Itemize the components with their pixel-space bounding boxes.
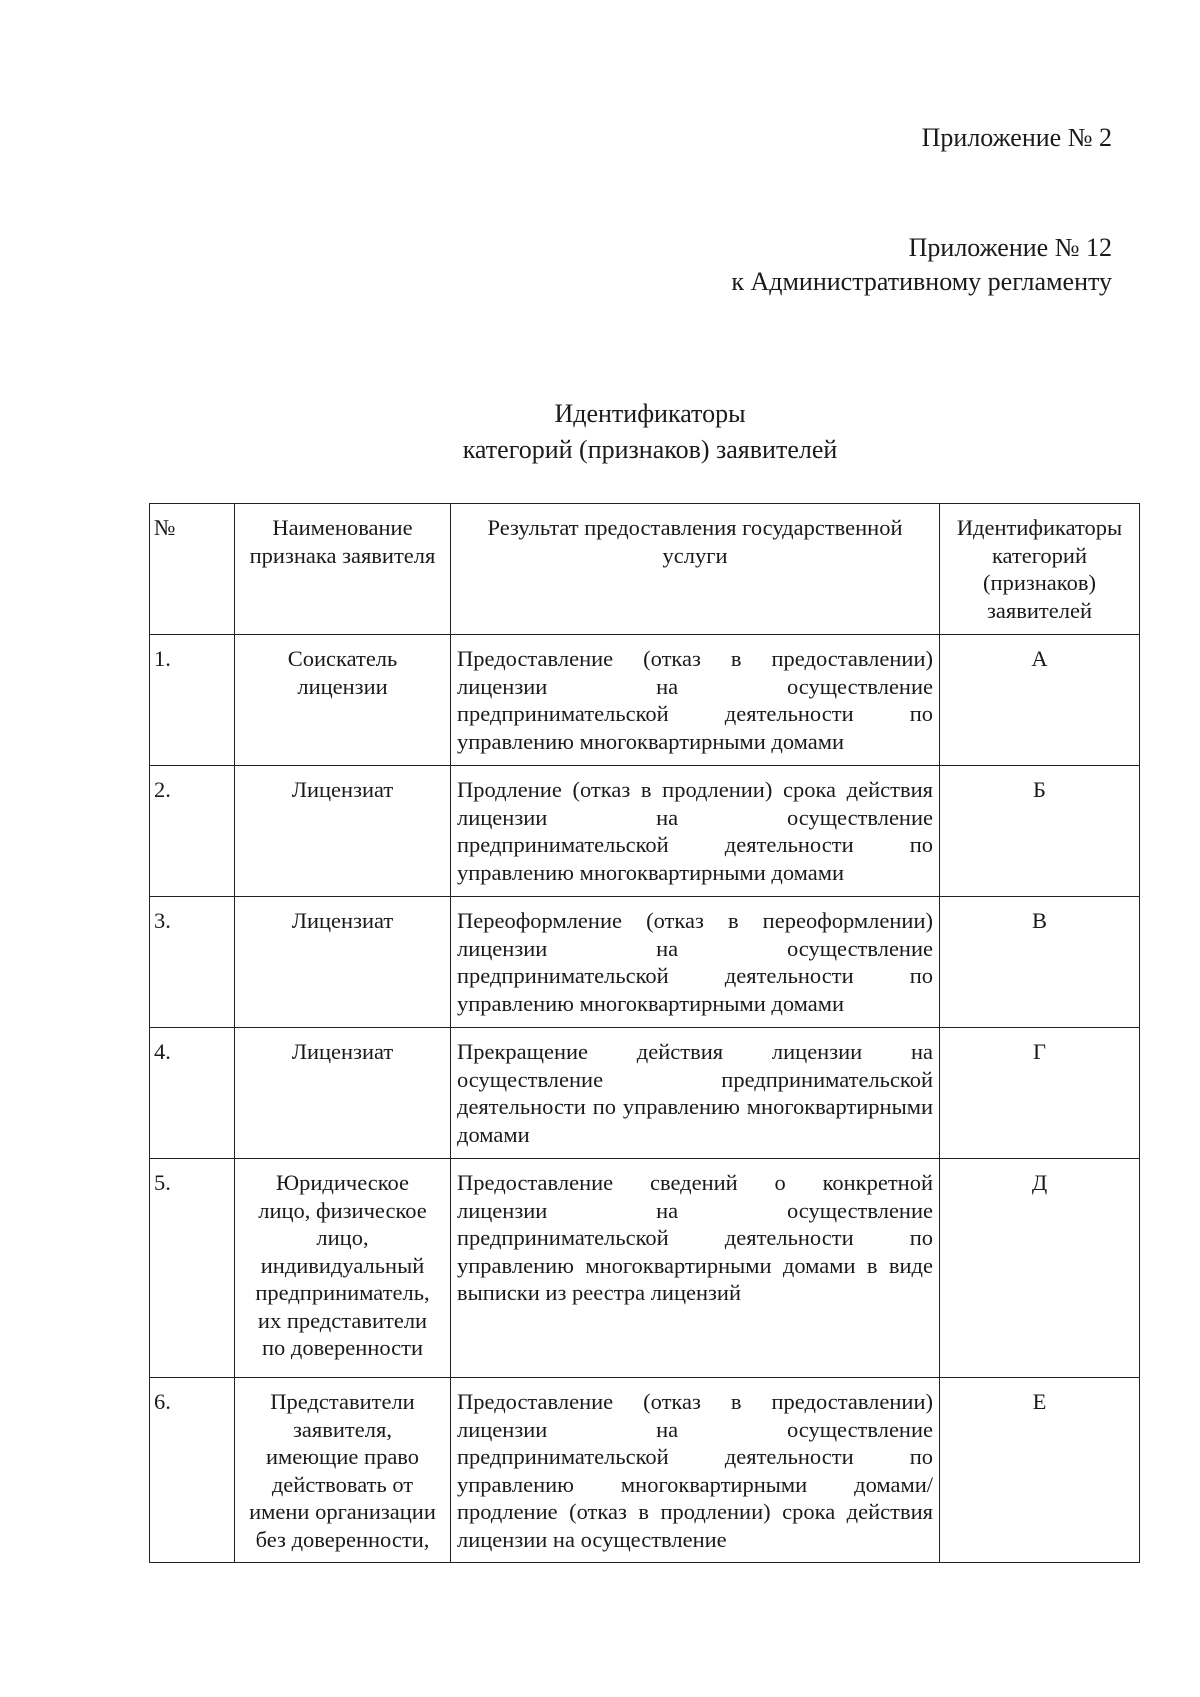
row-number: 5.	[150, 1159, 235, 1378]
document-title	[0, 396, 1200, 468]
row-service-result: Переоформление (отказ в переоформлении) лицензии на осуществление предпринимательской деятельности по управлению многоквартирными домами	[451, 897, 940, 1028]
annex-regulation-ref: к Административному регламенту	[731, 267, 1112, 296]
annex-number: Приложение № 12	[908, 233, 1112, 262]
row-number: 2.	[150, 766, 235, 897]
row-service-result: Предоставление сведений о конкретной лицензии на осуществление предпринимательской деятельности по управлению многоквартирными домами в виде выписки из реестра лицензий	[451, 1159, 940, 1378]
header-category-identifier: Идентификаторы категорий (признаков) заявителей	[940, 504, 1140, 635]
row-applicant-attribute: Юридическое лицо, физическое лицо, индивидуальный предприниматель, их представители по доверенности	[235, 1159, 451, 1378]
row-applicant-attribute: Соискатель лицензии	[235, 635, 451, 766]
title-line-2: категорий (признаков) заявителей	[462, 435, 838, 464]
table-row	[150, 766, 1140, 897]
header-applicant-attribute: Наименование признака заявителя	[235, 504, 451, 635]
header-number: №	[150, 504, 235, 635]
row-category-identifier: Е	[940, 1378, 1140, 1563]
row-category-identifier: В	[940, 897, 1140, 1028]
row-number: 3.	[150, 897, 235, 1028]
applicant-categories-table	[149, 503, 1140, 1563]
annex-reference-block	[731, 231, 1112, 299]
row-applicant-attribute: Представители заявителя, имеющие право действовать от имени организации без доверенности,	[235, 1378, 451, 1563]
table-row	[150, 1028, 1140, 1159]
annex-number-top: Приложение № 2	[921, 123, 1112, 152]
row-service-result: Продление (отказ в продлении) срока действия лицензии на осуществление предпринимательской деятельности по управлению многоквартирными домами	[451, 766, 940, 897]
header-service-result: Результат предоставления государственной услуги	[451, 504, 940, 635]
title-line-1: Идентификаторы	[554, 399, 746, 428]
row-service-result: Предоставление (отказ в предоставлении) лицензии на осуществление предпринимательской деятельности по управлению многоквартирными домами/ продление (отказ в продлении) срока действия лицензии на осуществление	[451, 1378, 940, 1563]
table-row	[150, 635, 1140, 766]
table-row	[150, 1159, 1140, 1378]
row-category-identifier: Б	[940, 766, 1140, 897]
row-number: 1.	[150, 635, 235, 766]
row-service-result: Предоставление (отказ в предоставлении) лицензии на осуществление предпринимательской деятельности по управлению многоквартирными домами	[451, 635, 940, 766]
row-category-identifier: Г	[940, 1028, 1140, 1159]
row-applicant-attribute: Лицензиат	[235, 766, 451, 897]
row-applicant-attribute: Лицензиат	[235, 897, 451, 1028]
table-row	[150, 897, 1140, 1028]
row-number: 4.	[150, 1028, 235, 1159]
row-number: 6.	[150, 1378, 235, 1563]
row-service-result: Прекращение действия лицензии на осуществление предпринимательской деятельности по управлению многоквартирными домами	[451, 1028, 940, 1159]
table-row	[150, 1378, 1140, 1563]
row-category-identifier: А	[940, 635, 1140, 766]
row-category-identifier: Д	[940, 1159, 1140, 1378]
table-header-row	[150, 504, 1140, 635]
row-applicant-attribute: Лицензиат	[235, 1028, 451, 1159]
